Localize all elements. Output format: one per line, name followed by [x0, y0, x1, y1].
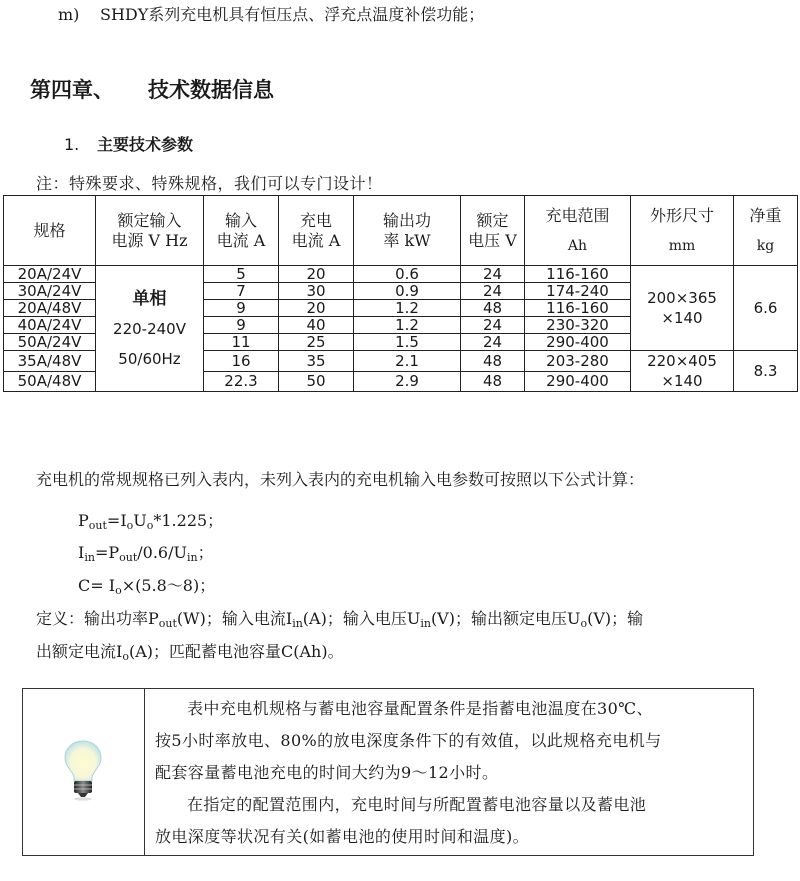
cell-charge-range: 290-400	[525, 371, 631, 392]
chapter-number: 第四章、	[30, 78, 114, 102]
cell-input-source	[96, 266, 204, 392]
cell-rated-voltage: 24	[461, 317, 525, 334]
cell-dimensions-group-1: 200×365 ×140	[631, 266, 734, 351]
tip-icon-cell	[23, 689, 145, 855]
cell-rated-voltage: 24	[461, 266, 525, 283]
cell-weight-group-1: 6.6	[734, 266, 798, 351]
list-item-text: SHDY系列充电机具有恒压点、浮充点温度补偿功能；	[100, 5, 485, 24]
cell-output-power: 2.9	[354, 371, 461, 392]
table-header-row	[4, 196, 798, 266]
list-item-m	[58, 2, 484, 25]
cell-input-current: 22.3	[204, 371, 279, 392]
cell-charge-current: 25	[279, 334, 354, 351]
input-phase: 单相	[132, 288, 167, 309]
cell-input-current: 9	[204, 317, 279, 334]
cell-charge-range: 174-240	[525, 283, 631, 300]
cell-spec: 40A/24V	[4, 317, 96, 334]
cell-charge-range: 116-160	[525, 300, 631, 317]
formula-output-power: $P_{out}=I_oU_o*1.225$；	[78, 511, 224, 532]
lightbulb-icon	[63, 739, 103, 801]
cell-weight-group-2: 8.3	[734, 351, 798, 392]
tip-text	[155, 693, 751, 853]
cell-rated-voltage: 24	[461, 334, 525, 351]
input-frequency: 50/60Hz	[118, 349, 181, 368]
cell-charge-current: 40	[279, 317, 354, 334]
tip-paragraph-1-line-3: 配套容量蓄电池充电的时间大约为9～12小时。	[155, 763, 499, 782]
cell-charge-current: 35	[279, 351, 354, 372]
cell-rated-voltage: 48	[461, 300, 525, 317]
tip-paragraph-2-line-2: 放电深度等状况有关(如蓄电池的使用时间和温度)。	[155, 827, 530, 846]
cell-output-power: 0.9	[354, 283, 461, 300]
cell-rated-voltage: 48	[461, 351, 525, 372]
cell-charge-range: 230-320	[525, 317, 631, 334]
cell-spec: 50A/48V	[4, 371, 96, 392]
tip-paragraph-2-line-1: 在指定的配置范围内，充电时间与所配置蓄电池容量以及蓄电池	[187, 795, 647, 814]
cell-charge-range: 290-400	[525, 334, 631, 351]
cell-output-power: 1.5	[354, 334, 461, 351]
cell-charge-current: 20	[279, 300, 354, 317]
tip-paragraph-1-line-1: 表中充电机规格与蓄电池容量配置条件是指蓄电池温度在30℃、	[187, 699, 653, 718]
cell-output-power: 1.2	[354, 317, 461, 334]
header-spec: 规格	[4, 196, 96, 266]
header-weight: 净重 kg	[734, 196, 798, 266]
cell-spec: 35A/48V	[4, 351, 96, 372]
cell-input-current: 5	[204, 266, 279, 283]
header-output-power: 输出功 率 kW	[354, 196, 461, 266]
header-rated-voltage: 额定 电压 V	[461, 196, 525, 266]
cell-charge-current: 30	[279, 283, 354, 300]
cell-output-power: 0.6	[354, 266, 461, 283]
list-marker: m)	[58, 5, 80, 24]
section-number: 1.	[64, 135, 80, 154]
section-title: 主要技术参数	[97, 135, 194, 154]
cell-charge-range: 116-160	[525, 266, 631, 283]
cell-spec: 50A/24V	[4, 334, 96, 351]
cell-dimensions-group-2: 220×405 ×140	[631, 351, 734, 392]
cell-spec: 20A/48V	[4, 300, 96, 317]
formula-input-current: $I_{in}=P_{out}/0.6/U_{in}$；	[78, 543, 214, 564]
cell-input-current: 16	[204, 351, 279, 372]
tip-paragraph-1-line-2: 按5小时率放电、80%的放电深度条件下的有效值，以此规格充电机与	[155, 731, 662, 750]
header-charge-current: 充电 电流 A	[279, 196, 354, 266]
input-voltage: 220-240V	[113, 319, 186, 338]
cell-charge-current: 20	[279, 266, 354, 283]
cell-input-current: 11	[204, 334, 279, 351]
cell-output-power: 2.1	[354, 351, 461, 372]
chapter-heading	[30, 74, 274, 104]
spec-table	[3, 195, 798, 392]
header-input-source: 额定输入 电源 V Hz	[96, 196, 204, 266]
cell-input-current: 9	[204, 300, 279, 317]
cell-output-power: 1.2	[354, 300, 461, 317]
definitions-line-2: 出额定电流$I_o(A)$；匹配蓄电池容量C(Ah)。	[36, 642, 344, 663]
cell-spec: 20A/24V	[4, 266, 96, 283]
formula-intro: 充电机的常规规格已列入表内，未列入表内的充电机输入电参数可按照以下公式计算：	[36, 470, 645, 489]
header-dimensions: 外形尺寸 mm	[631, 196, 734, 266]
cell-input-current: 7	[204, 283, 279, 300]
definitions-line-1: 定义：输出功率$P_{out}(W)$；输入电流$I_{in}(A)$；输入电压$U_{in}(V)$；输出额定电压$U_o(V)$；输	[36, 609, 644, 630]
cell-rated-voltage: 48	[461, 371, 525, 392]
cell-spec: 30A/24V	[4, 283, 96, 300]
formula-capacity: $C= I_o\times(5.8\sim 8)$；	[78, 576, 216, 597]
cell-charge-range: 203-280	[525, 351, 631, 372]
header-input-current: 输入 电流 A	[204, 196, 279, 266]
header-charge-range: 充电范围 Ah	[525, 196, 631, 266]
cell-charge-current: 50	[279, 371, 354, 392]
table-row	[4, 266, 798, 283]
section-heading	[64, 132, 193, 155]
cell-rated-voltage: 24	[461, 283, 525, 300]
chapter-title: 技术数据信息	[148, 78, 274, 102]
tip-box	[22, 688, 754, 856]
note-text: 注：特殊要求、特殊规格，我们可以专门设计！	[36, 174, 383, 193]
